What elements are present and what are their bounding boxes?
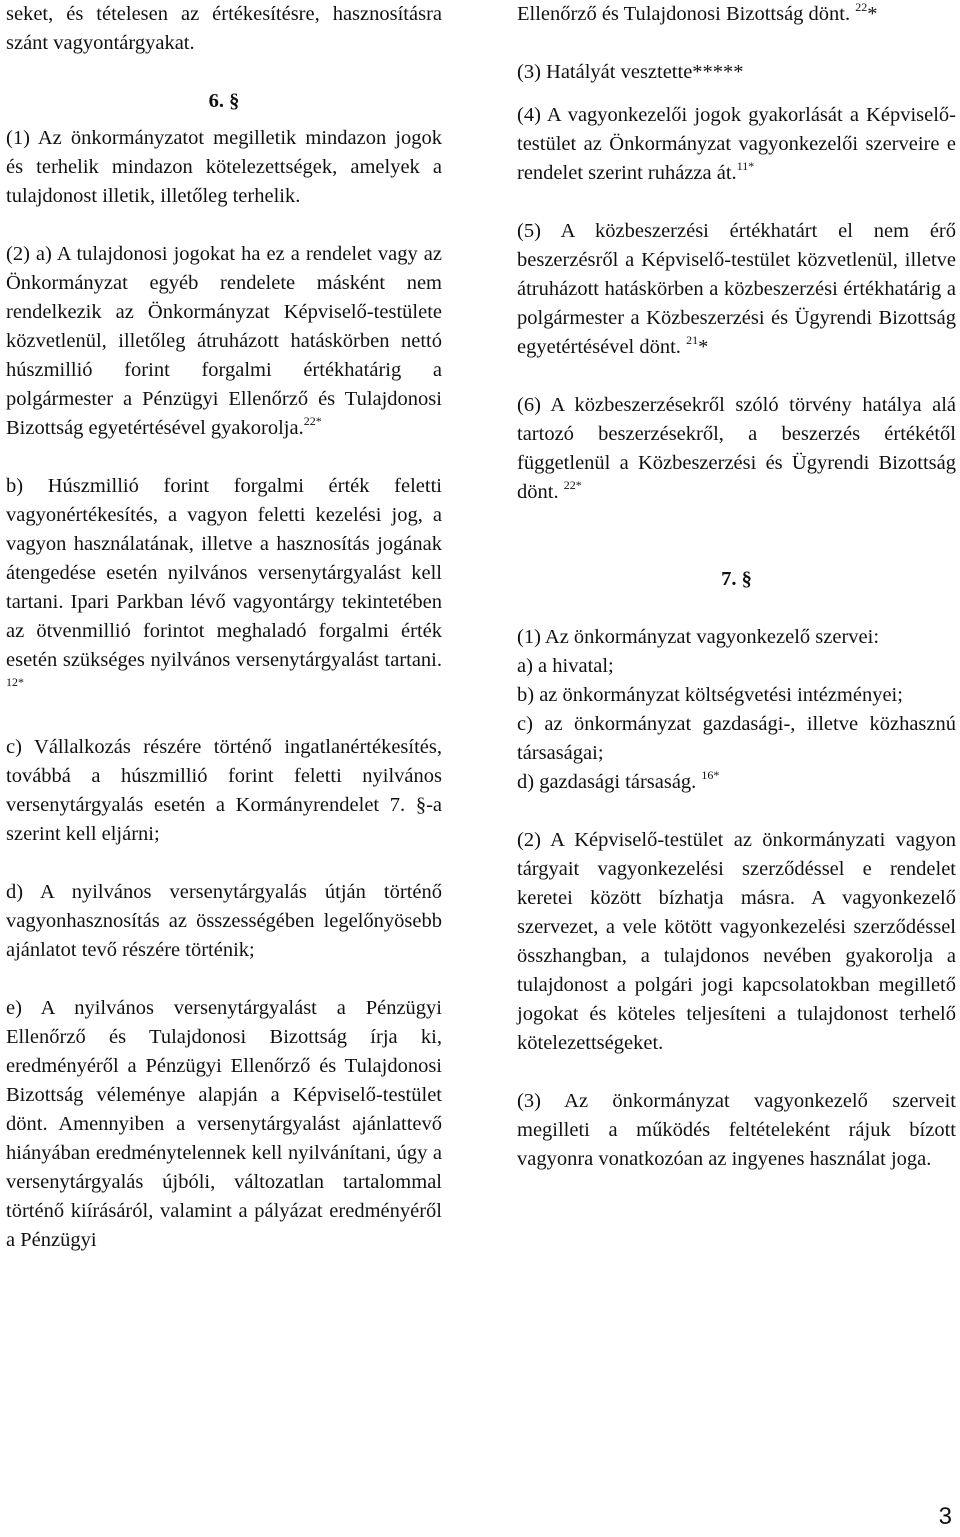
footnote-star: * (867, 3, 878, 25)
paragraph-2b-text: b) Húszmillió forint forgalmi érték feletti vagyonértékesítés, a vagyon feletti kezelési jog, a vagyon használatának, illetve a hasznosítás jogának átengedése esetén nyilvános versenytárgyalást kell tartani. Ipari Parkban lévő vagyontárgy tekintetében az ötvenmillió forintot meghaladó forgalmi érték esetén szükséges nyilvános versenytárgyalást tartani. (6, 475, 442, 671)
intro-paragraph: seket, és tételesen az értékesítésre, hasznosításra szánt vagyontárgyakat. (6, 3, 442, 54)
section-6-paragraph-5 (517, 217, 956, 362)
page-number: 3 (938, 1503, 952, 1530)
section-6-paragraph-2e: e) A nyilvános versenytárgyalást a Pénzügyi Ellenőrző és Tulajdonosi Bizottság írja ki, eredményéről a Pénzügyi Ellenőrző és Tulajdonosi Bizottság véleménye alapján a Képviselő-testület dönt. Amennyiben a versenytárgyalást ajánlattevő hiányában eredménytelennek kell nyilvánítani, úgy a versenytárgyalás újbóli, változatlan tartalommal történő kiírásáról, valamint a pályázat eredményéről a Pénzügyi (6, 997, 442, 1251)
continued-paragraph (517, 0, 956, 29)
footnote-ref: 11* (736, 159, 755, 173)
section-6-paragraph-4 (517, 101, 956, 188)
section-7-heading: 7. § (721, 568, 752, 590)
section-7-paragraph-1: (1) Az önkormányzat vagyonkezelő szervei: (517, 626, 880, 648)
section-6-paragraph-2b (6, 472, 442, 704)
list-item-b: b) az önkormányzat költségvetési intézményei; (517, 684, 903, 706)
paragraph-6-text: (6) A közbeszerzésekről szóló törvény hatálya alá tartozó beszerzésekről, a beszerzés értékétől függetlenül a Közbeszerzési és Ügyrendi Bizottság dönt. (517, 394, 956, 503)
continued-text: Ellenőrző és Tulajdonosi Bizottság dönt. (517, 3, 851, 25)
section-6-paragraph-6 (517, 391, 956, 507)
left-column (6, 0, 442, 1255)
section-6-paragraph-3: (3) Hatályát vesztette***** (517, 61, 744, 83)
footnote-ref: 22 (855, 0, 868, 14)
section-6-paragraph-1: (1) Az önkormányzatot megilletik mindazon jogok és terhelik mindazon kötelezettségek, amelyek a tulajdonost illetik, illetőleg terhelik. (6, 127, 442, 207)
paragraph-5-text: (5) A közbeszerzési értékhatárt el nem érő beszerzésről a Képviselő-testület közvetlenül, illetve átruházott hatáskörben a közbeszerzési értékhatárig a polgármester a Közbeszerzési és Ügyrendi Bizottság egyetértésével dönt. (517, 220, 956, 358)
footnote-ref: 12* (6, 675, 24, 689)
footnote-star: * (698, 336, 709, 358)
footnote-ref: 21 (686, 333, 699, 347)
paragraph-2a-text: (2) a) A tulajdonosi jogokat ha ez a rendelet vagy az Önkormányzat egyéb rendelete másként nem rendelkezik az Önkormányzat Képviselő-testülete közvetlenül, illetőleg átruházott hatáskörben nettó húszmillió forint forgalmi értékhatárig a polgármester a Pénzügyi Ellenőrző és Tulajdonosi Bizottság egyetértésével gyakorolja. (6, 243, 442, 439)
section-6-paragraph-2d: d) A nyilvános versenytárgyalás útján történő vagyonhasznosítás az összességében legelőnyösebb ajánlatot tevő részére történik; (6, 881, 442, 961)
list-item-d (517, 768, 956, 797)
section-6-paragraph-2c: c) Vállalkozás részére történő ingatlanértékesítés, továbbá a húszmillió forint feletti nyilvános versenytárgyalás esetén a Kormányrendelet 7. §-a szerint kell eljárni; (6, 736, 442, 845)
section-6-paragraph-2a (6, 240, 442, 443)
list-item-a: a) a hivatal; (517, 655, 614, 677)
footnote-ref: 16* (701, 768, 720, 782)
list-item-d-text: d) gazdasági társaság. (517, 771, 697, 793)
section-7-paragraph-2: (2) A Képviselő-testület az önkormányzati vagyon tárgyait vagyonkezelési szerződéssel e rendelet keretei között bízhatja másra. A vagyonkezelő szervezet, a vele kötött vagyonkezelési szerződéssel összhangban, a tulajdonos nevében gyakorolja a tulajdonost a polgári jogi kapcsolatokban megillető jogokat és köteles teljesíteni a tulajdonost terhelő kötelezettségeket. (517, 829, 956, 1054)
paragraph-4-text: (4) A vagyonkezelői jogok gyakorlását a Képviselő-testület az Önkormányzat vagyonkezelői szerveire e rendelet szerint ruházza át. (517, 104, 956, 184)
list-item-c: c) az önkormányzat gazdasági-, illetve közhasznú társaságai; (517, 713, 956, 764)
footnote-ref: 22* (563, 478, 582, 492)
section-6-heading: 6. § (208, 90, 240, 112)
section-7-paragraph-3: (3) Az önkormányzat vagyonkezelő szerveit megilleti a működés feltételeként rájuk bízott vagyonra vonatkozóan az ingyenes használat joga. (517, 1090, 956, 1170)
footnote-ref: 22* (303, 414, 322, 428)
right-column (517, 0, 956, 1174)
